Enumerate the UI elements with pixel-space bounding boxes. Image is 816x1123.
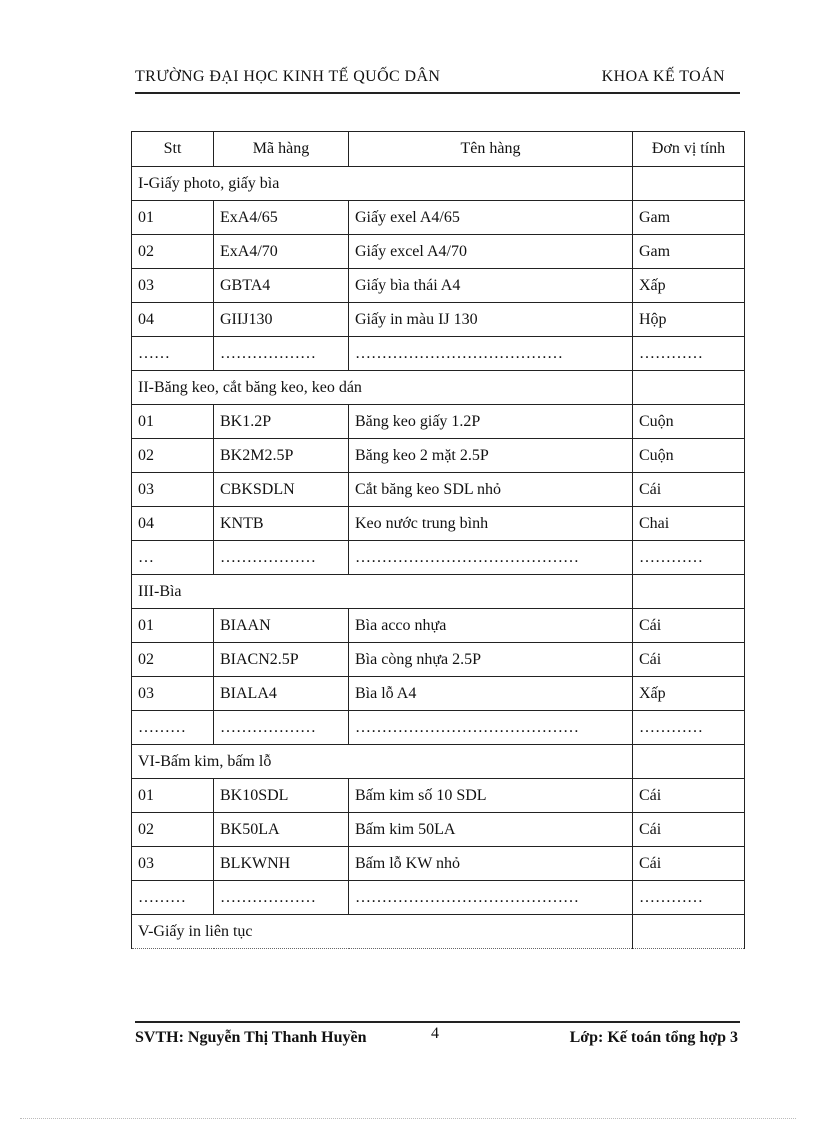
group-row <box>132 167 745 201</box>
faculty-name: KHOA KẾ TOÁN <box>601 68 725 85</box>
stt-cell: 03 <box>132 677 214 711</box>
table-row <box>132 711 745 745</box>
group-unit-cell <box>633 575 745 609</box>
unit-cell: Xấp <box>633 269 745 303</box>
group-unit-cell <box>633 371 745 405</box>
page-edge-divider <box>20 1118 796 1119</box>
code-cell: ……………… <box>214 711 349 745</box>
table-row <box>132 541 745 575</box>
unit-cell: Cái <box>633 779 745 813</box>
name-cell: Băng keo giấy 1.2P <box>349 405 633 439</box>
code-cell: BK2M2.5P <box>214 439 349 473</box>
code-cell: BK10SDL <box>214 779 349 813</box>
unit-cell: ………… <box>633 711 745 745</box>
stt-cell: 01 <box>132 779 214 813</box>
code-cell: KNTB <box>214 507 349 541</box>
code-cell: GBTA4 <box>214 269 349 303</box>
stt-cell: 04 <box>132 303 214 337</box>
group-unit-cell <box>633 915 745 949</box>
table-row <box>132 643 745 677</box>
class-name: Lớp: Kế toán tổng hợp 3 <box>569 1029 738 1046</box>
page-header <box>135 66 740 94</box>
name-cell: Giấy excel A4/70 <box>349 235 633 269</box>
code-cell: BIACN2.5P <box>214 643 349 677</box>
stt-cell: ……… <box>132 881 214 915</box>
column-header: Mã hàng <box>214 132 349 167</box>
code-cell: ……………… <box>214 337 349 371</box>
name-cell: Băng keo 2 mặt 2.5P <box>349 439 633 473</box>
table-row <box>132 235 745 269</box>
unit-cell: ………… <box>633 541 745 575</box>
name-cell: Giấy exel A4/65 <box>349 201 633 235</box>
table-row <box>132 779 745 813</box>
product-table <box>131 131 745 949</box>
code-cell: ……………… <box>214 541 349 575</box>
stt-cell: …… <box>132 337 214 371</box>
unit-cell: ………… <box>633 337 745 371</box>
table-row <box>132 847 745 881</box>
stt-cell: 03 <box>132 269 214 303</box>
stt-cell: 01 <box>132 201 214 235</box>
unit-cell: Cái <box>633 847 745 881</box>
stt-cell: 03 <box>132 847 214 881</box>
stt-cell: 03 <box>132 473 214 507</box>
table-row <box>132 303 745 337</box>
name-cell: Giấy in màu IJ 130 <box>349 303 633 337</box>
table-row <box>132 337 745 371</box>
page-number: 4 <box>431 1025 439 1042</box>
stt-cell: 02 <box>132 813 214 847</box>
unit-cell: Cuộn <box>633 439 745 473</box>
code-cell: GIIJ130 <box>214 303 349 337</box>
name-cell: Bìa còng nhựa 2.5P <box>349 643 633 677</box>
column-header: Tên hàng <box>349 132 633 167</box>
unit-cell: Cuộn <box>633 405 745 439</box>
table-row <box>132 881 745 915</box>
column-header: Đơn vị tính <box>633 132 745 167</box>
stt-cell: 04 <box>132 507 214 541</box>
column-header: Stt <box>132 132 214 167</box>
table-row <box>132 405 745 439</box>
table-row <box>132 439 745 473</box>
unit-cell: Cái <box>633 643 745 677</box>
code-cell: BLKWNH <box>214 847 349 881</box>
table-row <box>132 473 745 507</box>
table-row <box>132 609 745 643</box>
stt-cell: 01 <box>132 405 214 439</box>
name-cell: Bấm kim 50LA <box>349 813 633 847</box>
group-row <box>132 915 745 949</box>
name-cell: …………………………………… <box>349 541 633 575</box>
name-cell: …………………………………… <box>349 711 633 745</box>
unit-cell: ………… <box>633 881 745 915</box>
unit-cell: Chai <box>633 507 745 541</box>
name-cell: Bấm kim số 10 SDL <box>349 779 633 813</box>
stt-cell: ……… <box>132 711 214 745</box>
unit-cell: Cái <box>633 813 745 847</box>
unit-cell: Gam <box>633 235 745 269</box>
name-cell: Bìa acco nhựa <box>349 609 633 643</box>
table-row <box>132 269 745 303</box>
student-name: SVTH: Nguyễn Thị Thanh Huyền <box>135 1029 367 1046</box>
name-cell: Bấm lỗ KW nhỏ <box>349 847 633 881</box>
table-row <box>132 677 745 711</box>
group-row <box>132 745 745 779</box>
name-cell: Bìa lỗ A4 <box>349 677 633 711</box>
stt-cell: 02 <box>132 439 214 473</box>
name-cell: ………………………………… <box>349 337 633 371</box>
table-row <box>132 201 745 235</box>
table-row <box>132 813 745 847</box>
group-title: II-Băng keo, cắt băng keo, keo dán <box>132 371 633 405</box>
name-cell: Giấy bìa thái A4 <box>349 269 633 303</box>
page-footer <box>135 1021 740 1046</box>
university-name: TRƯỜNG ĐẠI HỌC KINH TẾ QUỐC DÂN <box>135 68 441 85</box>
group-unit-cell <box>633 745 745 779</box>
code-cell: ExA4/70 <box>214 235 349 269</box>
code-cell: BIALA4 <box>214 677 349 711</box>
unit-cell: Cái <box>633 473 745 507</box>
unit-cell: Xấp <box>633 677 745 711</box>
stt-cell: 02 <box>132 235 214 269</box>
table-body <box>132 167 745 949</box>
code-cell: BIAAN <box>214 609 349 643</box>
stt-cell: … <box>132 541 214 575</box>
group-title: V-Giấy in liên tục <box>132 915 633 949</box>
group-title: III-Bìa <box>132 575 633 609</box>
code-cell: BK50LA <box>214 813 349 847</box>
code-cell: ……………… <box>214 881 349 915</box>
name-cell: Keo nước trung bình <box>349 507 633 541</box>
stt-cell: 02 <box>132 643 214 677</box>
group-title: VI-Bấm kim, bấm lỗ <box>132 745 633 779</box>
name-cell: Cắt băng keo SDL nhỏ <box>349 473 633 507</box>
unit-cell: Hộp <box>633 303 745 337</box>
code-cell: BK1.2P <box>214 405 349 439</box>
unit-cell: Cái <box>633 609 745 643</box>
table-row <box>132 507 745 541</box>
name-cell: …………………………………… <box>349 881 633 915</box>
group-row <box>132 575 745 609</box>
stt-cell: 01 <box>132 609 214 643</box>
group-unit-cell <box>633 167 745 201</box>
code-cell: ExA4/65 <box>214 201 349 235</box>
group-row <box>132 371 745 405</box>
unit-cell: Gam <box>633 201 745 235</box>
table-header-row <box>132 132 745 167</box>
group-title: I-Giấy photo, giấy bìa <box>132 167 633 201</box>
code-cell: CBKSDLN <box>214 473 349 507</box>
